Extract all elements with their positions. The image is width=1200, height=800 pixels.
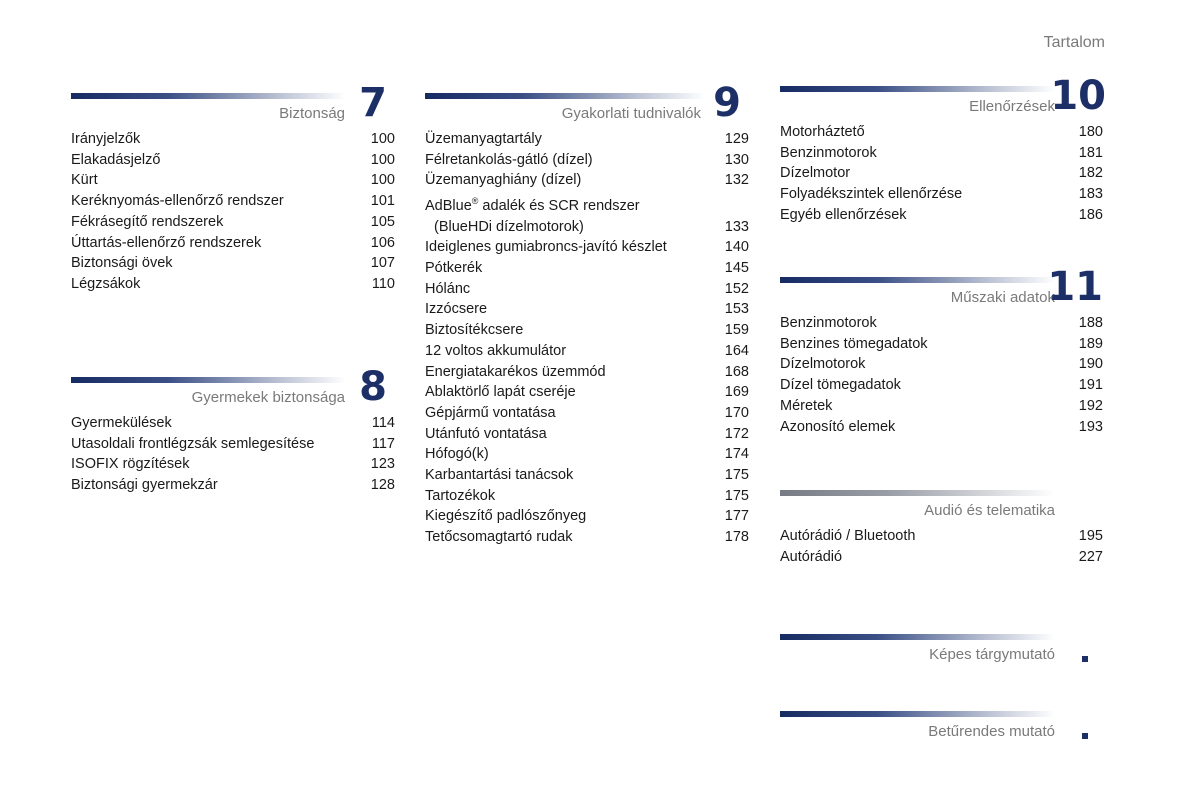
toc-entry-page: 100 bbox=[370, 151, 395, 168]
toc-entry-label: Üzemanyagtartály bbox=[425, 131, 542, 147]
section-header bbox=[780, 490, 1103, 526]
toc-entry-page: 132 bbox=[724, 172, 749, 189]
section-visual-index[interactable] bbox=[780, 634, 1103, 670]
toc-entry[interactable] bbox=[425, 444, 749, 465]
toc-entry-page: 192 bbox=[1078, 397, 1103, 414]
toc-entry[interactable] bbox=[780, 205, 1103, 226]
section-divider-bar bbox=[780, 490, 1055, 496]
toc-entry-label: Azonosító elemek bbox=[780, 418, 896, 435]
toc-entry[interactable] bbox=[71, 191, 395, 212]
toc-entry-label: Folyadékszintek ellenőrzése bbox=[780, 186, 963, 203]
section-title: Műszaki adatok bbox=[950, 289, 1055, 306]
toc-entry-page: 117 bbox=[371, 435, 395, 452]
toc-entry[interactable] bbox=[71, 129, 395, 150]
section-divider-bar bbox=[780, 711, 1055, 717]
toc-entry-label: Tartozékok bbox=[425, 487, 496, 504]
toc-entry[interactable] bbox=[425, 382, 749, 403]
toc-entry[interactable] bbox=[425, 279, 749, 300]
toc-entry-label: Egyéb ellenőrzések bbox=[780, 206, 907, 223]
toc-entry-label: Kürt bbox=[71, 172, 98, 189]
section-title: Ellenőrzések bbox=[969, 98, 1055, 115]
toc-entry[interactable] bbox=[425, 237, 749, 258]
toc-entry-label: Dízel tömegadatok bbox=[780, 377, 901, 394]
section-divider-bar bbox=[71, 377, 346, 383]
section-title: Biztonság bbox=[279, 105, 345, 122]
section-practical-info bbox=[425, 80, 749, 548]
toc-entry-page: 195 bbox=[1078, 528, 1103, 544]
toc-list bbox=[71, 413, 395, 496]
toc-entry[interactable] bbox=[71, 253, 395, 274]
section-marker-dot bbox=[1082, 656, 1088, 662]
toc-entry-label: Benzinmotorok bbox=[780, 144, 877, 161]
toc-entry[interactable] bbox=[425, 299, 749, 320]
section-child-safety bbox=[71, 364, 395, 496]
toc-entry-page: 128 bbox=[370, 477, 395, 494]
toc-entry-page: 110 bbox=[371, 275, 395, 292]
toc-entry-page: 114 bbox=[371, 415, 395, 431]
toc-entry[interactable] bbox=[425, 465, 749, 486]
section-title: Képes tárgymutató bbox=[929, 646, 1055, 663]
toc-entry-label: Gépjármű vontatása bbox=[425, 404, 556, 421]
toc-entry-page: 189 bbox=[1078, 335, 1103, 352]
section-audio-telematics bbox=[780, 490, 1103, 567]
toc-entry-page: 140 bbox=[724, 239, 749, 256]
toc-entry[interactable] bbox=[425, 486, 749, 507]
toc-entry-label: Gyermekülések bbox=[71, 415, 172, 431]
toc-entry-label: Utánfutó vontatása bbox=[425, 425, 547, 442]
toc-entry-label: Autórádió bbox=[780, 548, 843, 565]
toc-entry-label: Ablaktörlő lapát cseréje bbox=[425, 384, 576, 401]
section-title: Audió és telematika bbox=[924, 502, 1055, 519]
toc-entry-label: Ideiglenes gumiabroncs-javító készlet bbox=[425, 239, 667, 256]
toc-entry-page: 180 bbox=[1078, 124, 1103, 140]
section-technical-data bbox=[780, 264, 1103, 437]
toc-entry-page: 100 bbox=[370, 131, 395, 147]
toc-entry-page: 168 bbox=[724, 363, 749, 380]
toc-entry[interactable] bbox=[425, 424, 749, 445]
toc-entry-page: 188 bbox=[1078, 315, 1103, 331]
toc-entry[interactable] bbox=[71, 413, 395, 434]
toc-entry-page: 191 bbox=[1078, 377, 1103, 394]
toc-entry[interactable] bbox=[780, 313, 1103, 334]
toc-entry[interactable] bbox=[71, 150, 395, 171]
section-header bbox=[780, 711, 1103, 747]
toc-entry[interactable] bbox=[425, 362, 749, 383]
toc-entry-page: 100 bbox=[370, 172, 395, 189]
section-marker-dot bbox=[1082, 733, 1088, 739]
toc-entry-label: Légzsákok bbox=[71, 275, 141, 292]
toc-entry-page: 133 bbox=[724, 218, 749, 235]
toc-entry-page: 145 bbox=[724, 260, 749, 277]
toc-entry[interactable] bbox=[780, 122, 1103, 143]
toc-entry[interactable] bbox=[425, 258, 749, 279]
toc-entry-page: 182 bbox=[1078, 165, 1103, 182]
toc-entry-label: Izzócsere bbox=[425, 301, 488, 318]
toc-entry-page: 181 bbox=[1078, 144, 1103, 161]
toc-entry[interactable] bbox=[425, 170, 749, 191]
toc-list bbox=[780, 122, 1103, 226]
section-header bbox=[71, 80, 395, 129]
toc-entry-page: 105 bbox=[370, 213, 395, 230]
toc-list bbox=[780, 526, 1103, 567]
toc-entry-label: Autórádió / Bluetooth bbox=[780, 528, 916, 544]
page-header-title: Tartalom bbox=[1043, 34, 1105, 51]
toc-entry-label: Dízelmotor bbox=[780, 165, 851, 182]
toc-entry[interactable] bbox=[71, 170, 395, 191]
toc-list bbox=[425, 129, 749, 191]
toc-entry-page: 178 bbox=[724, 529, 749, 546]
toc-entry-label: Hólánc bbox=[425, 280, 471, 297]
section-divider-bar bbox=[71, 93, 346, 99]
toc-entry-page: 169 bbox=[724, 384, 749, 401]
toc-entry[interactable] bbox=[425, 506, 749, 527]
section-title: Betűrendes mutató bbox=[928, 723, 1055, 740]
toc-entry-label: Benzines tömegadatok bbox=[780, 335, 928, 352]
toc-entry-page: 153 bbox=[724, 301, 749, 318]
toc-entry-page: 174 bbox=[724, 446, 749, 463]
toc-entry[interactable] bbox=[780, 143, 1103, 164]
toc-entry-label: Hófogó(k) bbox=[425, 446, 489, 463]
toc-entry-label: Tetőcsomagtartó rudak bbox=[425, 529, 573, 546]
toc-entry-page: 164 bbox=[724, 342, 749, 359]
toc-entry-page: 170 bbox=[724, 404, 749, 421]
section-alphabetical-index[interactable] bbox=[780, 711, 1103, 747]
toc-entry-page: 193 bbox=[1078, 418, 1103, 435]
toc-entry[interactable] bbox=[71, 434, 395, 455]
section-number: 8 bbox=[359, 364, 387, 410]
section-safety bbox=[71, 80, 395, 295]
toc-list bbox=[425, 237, 749, 548]
toc-entry-page: 175 bbox=[724, 467, 749, 484]
toc-entry[interactable] bbox=[780, 163, 1103, 184]
toc-entry-page: 183 bbox=[1078, 186, 1103, 203]
toc-entry-page: 129 bbox=[724, 131, 749, 147]
toc-entry-page: 152 bbox=[724, 280, 749, 297]
section-divider-bar bbox=[780, 634, 1055, 640]
toc-entry-page: 159 bbox=[724, 322, 749, 339]
section-number: 9 bbox=[713, 80, 741, 126]
toc-entry-label: 12 voltos akkumulátor bbox=[425, 342, 567, 359]
toc-entry[interactable] bbox=[425, 403, 749, 424]
toc-entry-label: Biztonsági gyermekzár bbox=[71, 477, 218, 494]
section-number: 7 bbox=[359, 80, 387, 126]
toc-entry[interactable] bbox=[780, 354, 1103, 375]
toc-entry-label: Üzemanyaghiány (dízel) bbox=[425, 172, 582, 189]
section-divider-bar bbox=[780, 86, 1055, 92]
section-header bbox=[780, 634, 1103, 670]
toc-entry-label: Energiatakarékos üzemmód bbox=[425, 363, 606, 380]
toc-entry-label: Karbantartási tanácsok bbox=[425, 467, 574, 484]
toc-entry-label: Méretek bbox=[780, 397, 833, 414]
section-header bbox=[425, 80, 749, 129]
toc-entry[interactable] bbox=[71, 212, 395, 233]
section-divider-bar bbox=[425, 93, 705, 99]
toc-entry-page: 172 bbox=[724, 425, 749, 442]
toc-entry-label: AdBlue® adalék és SCR rendszer (BlueHDi dízelmotorok) bbox=[425, 196, 640, 235]
toc-entry-label: Úttartás-ellenőrző rendszerek bbox=[71, 234, 262, 251]
toc-entry-label: Biztosítékcsere bbox=[425, 322, 524, 339]
toc-entry-page: 175 bbox=[724, 487, 749, 504]
toc-list bbox=[780, 313, 1103, 437]
toc-entry-page: 186 bbox=[1078, 206, 1103, 223]
toc-entry-page: 130 bbox=[724, 151, 749, 168]
toc-entry[interactable] bbox=[425, 191, 749, 237]
toc-entry[interactable] bbox=[780, 334, 1103, 355]
toc-entry[interactable] bbox=[425, 527, 749, 548]
toc-entry-label: Elakadásjelző bbox=[71, 151, 161, 168]
toc-entry-label: Kiegészítő padlószőnyeg bbox=[425, 508, 587, 525]
toc-entry[interactable] bbox=[425, 341, 749, 362]
section-checks bbox=[780, 73, 1106, 226]
toc-entry[interactable] bbox=[780, 184, 1103, 205]
toc-entry-page: 123 bbox=[370, 456, 395, 473]
section-header bbox=[71, 364, 395, 413]
toc-entry-label: Pótkerék bbox=[425, 260, 483, 277]
toc-entry[interactable] bbox=[425, 320, 749, 341]
section-divider-bar bbox=[780, 277, 1055, 283]
toc-entry-label: Fékrásegítő rendszerek bbox=[71, 213, 224, 230]
toc-entry-label: Irányjelzők bbox=[71, 131, 141, 147]
toc-entry[interactable] bbox=[425, 150, 749, 171]
toc-entry-page: 177 bbox=[724, 508, 749, 525]
toc-entry-label: ISOFIX rögzítések bbox=[71, 456, 190, 473]
toc-entry[interactable] bbox=[780, 417, 1103, 438]
toc-entry-label: Biztonsági övek bbox=[71, 255, 173, 272]
toc-list bbox=[71, 129, 395, 295]
toc-entry-page: 227 bbox=[1078, 548, 1103, 565]
toc-entry-label: Motorháztető bbox=[780, 124, 865, 140]
toc-entry-label: Utasoldali frontlégzsák semlegesítése bbox=[71, 435, 315, 452]
section-header bbox=[780, 73, 1106, 122]
toc-entry[interactable] bbox=[71, 475, 395, 496]
toc-entry-page: 107 bbox=[370, 255, 395, 272]
toc-entry[interactable] bbox=[71, 454, 395, 475]
section-title: Gyermekek biztonsága bbox=[191, 389, 345, 406]
toc-entry-label: Keréknyomás-ellenőrző rendszer bbox=[71, 193, 284, 210]
toc-entry[interactable] bbox=[425, 129, 749, 150]
toc-entry[interactable] bbox=[780, 547, 1103, 568]
toc-entry-page: 101 bbox=[370, 193, 395, 210]
toc-entry-label: Dízelmotorok bbox=[780, 356, 866, 373]
section-title: Gyakorlati tudnivalók bbox=[561, 105, 701, 122]
toc-entry[interactable] bbox=[71, 233, 395, 254]
section-number: 10 bbox=[1050, 73, 1106, 119]
toc-entry-label: Benzinmotorok bbox=[780, 315, 877, 331]
toc-entry[interactable] bbox=[780, 526, 1103, 547]
section-header bbox=[780, 264, 1103, 313]
toc-entry[interactable] bbox=[780, 375, 1103, 396]
toc-entry[interactable] bbox=[71, 274, 395, 295]
toc-entry-page: 190 bbox=[1078, 356, 1103, 373]
section-number: 11 bbox=[1047, 264, 1103, 310]
toc-entry[interactable] bbox=[780, 396, 1103, 417]
toc-entry-page: 106 bbox=[370, 234, 395, 251]
toc-entry-label: Félretankolás-gátló (dízel) bbox=[425, 151, 593, 168]
